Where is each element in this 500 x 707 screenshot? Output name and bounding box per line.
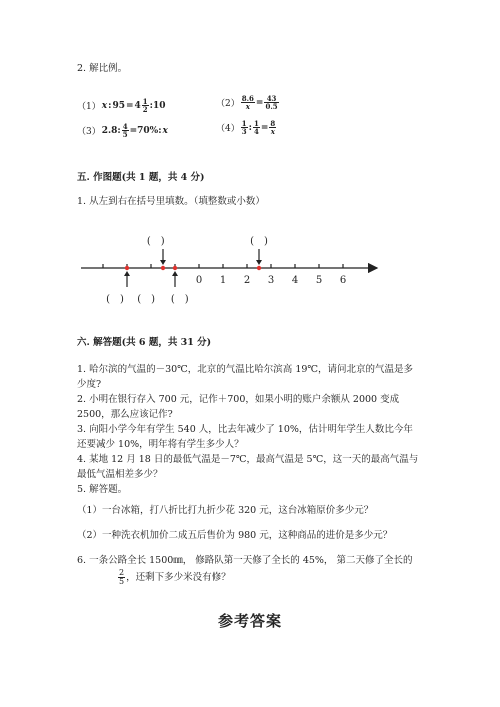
tick-label: 6 (339, 275, 347, 286)
tick-label: 1 (219, 275, 227, 286)
red-point (125, 266, 129, 270)
proportion-4 (216, 120, 276, 135)
question-1-line-1: 1. 哈尔滨的气温的－30℃，北京的气温比哈尔滨高 19℃，请问北京的气温是多 (77, 364, 414, 375)
question-5: 5. 解答题。 (77, 484, 128, 495)
question-6-rest: ，还剩下多少米没有修？ (126, 572, 231, 583)
var-x: x (162, 125, 168, 136)
value: 2.8: (101, 125, 121, 136)
fraction: $\frac{4}{5}$ (122, 122, 128, 139)
question-3-line-1: 3. 向阳小学今年有学生 540 人，比去年减少了 10%，估计明年学生人数比今年 (77, 424, 413, 435)
answer-bracket-bottom: ( ) (137, 294, 156, 305)
answer-bracket-top: ( ) (250, 236, 268, 247)
equals: = (255, 97, 264, 108)
tick-label: 4 (291, 275, 299, 286)
fraction-left: $\frac{8.6}{x}$ (241, 94, 254, 111)
tick-label: 0 (195, 275, 203, 286)
label: （4） (216, 124, 240, 134)
down-arrow-icon (160, 260, 166, 265)
answer-bracket-bottom: ( ) (170, 294, 189, 305)
answer-bracket-top: ( ) (146, 236, 165, 247)
label: （2） (216, 99, 240, 109)
question-2-line-1: 2. 小明在银行存入 700 元，记作＋700，如果小明的账户余额从 2000 变成 (77, 394, 400, 405)
number-line-figure (75, 232, 385, 308)
question-5-1: （1）一台冰箱，打八折比打九折少花 320 元，这台冰箱原价多少元？ (77, 505, 374, 516)
tick-label: 3 (267, 275, 275, 286)
colon: : (108, 100, 112, 111)
fraction-3: $\frac{8}{x}$ (270, 119, 276, 136)
proportion-1 (77, 98, 166, 113)
question-6: 6. 一条公路全长 1500㎜， 修路队第一天修了全长的 45%， 第二天修了全长的 (77, 555, 413, 566)
answer-bracket-bottom: ( ) (106, 294, 124, 305)
question-2-line-2: 2500，那么应该记作? (77, 409, 173, 420)
section-5-title: 五. 作图题(共 1 题，共 4 分) (77, 172, 205, 183)
tick-label: 5 (315, 275, 323, 286)
value: :10 (149, 100, 166, 111)
question-1-line-2: 少度? (77, 379, 102, 390)
fraction-right: $\frac{43}{0.5}$ (265, 94, 278, 111)
label: （1） (77, 102, 101, 112)
question-6-continued (118, 569, 231, 586)
fraction-1: $\frac{1}{3}$ (241, 119, 247, 136)
question-3-line-2: 还要减少 10%，明年将有学生多少人？ (77, 439, 244, 450)
equals: = (260, 122, 269, 133)
proportion-3 (77, 123, 168, 138)
section-6-title: 六. 解答题(共 6 题，共 31 分) (77, 337, 212, 348)
var-x: x (101, 100, 108, 111)
question-5-2: （2）一种洗衣机加价二成五后售价为 980 元，这种商品的进价是多少元？ (77, 530, 393, 541)
question-4-line-2: 最低气温相差多少？ (77, 469, 163, 480)
question-4-line-1: 4. 某地 12 月 18 日的最低气温是－7℃，最高气温是 5℃，这一天的最高气温与 (77, 454, 419, 465)
proportion-2 (216, 95, 279, 110)
part2-heading: 2. 解比例。 (77, 63, 128, 74)
red-point (257, 266, 261, 270)
value: =70%: (129, 125, 162, 136)
label: （3） (77, 127, 101, 137)
colon: : (248, 122, 252, 133)
fraction-2: $\frac{1}{4}$ (253, 119, 259, 136)
red-point (161, 266, 165, 270)
up-arrow-icon (124, 271, 130, 276)
equals: = (125, 100, 134, 111)
answers-title: 参考答案 (217, 612, 282, 630)
tick-label: 2 (243, 275, 251, 286)
fraction: $\frac{2}{5}$ (119, 568, 125, 586)
value: 95 (112, 100, 125, 111)
red-point (173, 266, 177, 270)
section-5-question-1: 1. 从左到右在括号里填数。（填整数或小数） (77, 196, 265, 207)
fraction: $\frac{1}{2}$ (142, 97, 148, 114)
whole: 4 (134, 100, 141, 111)
up-arrow-icon (172, 271, 178, 276)
down-arrow-icon (256, 260, 262, 265)
